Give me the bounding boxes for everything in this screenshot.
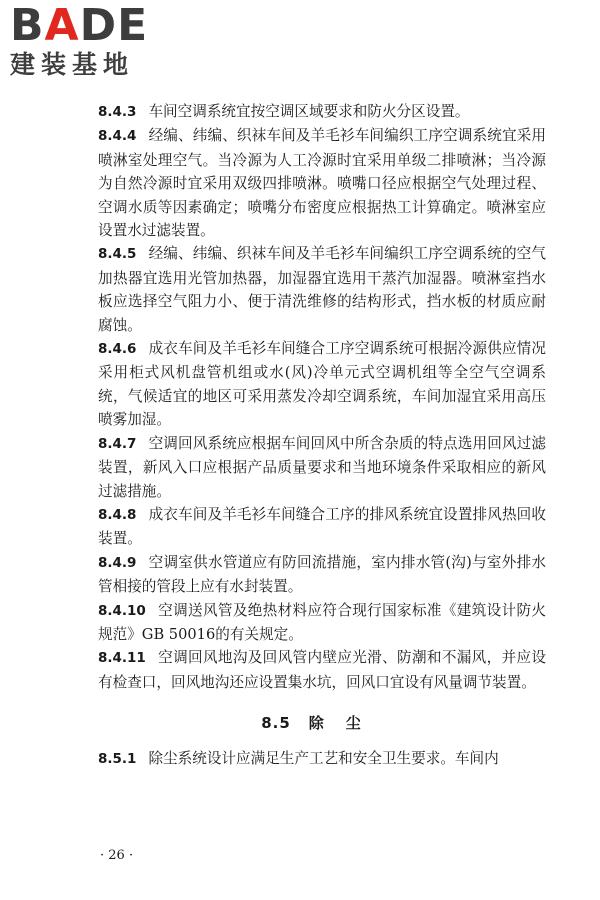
clause-8-4-10: 8.4.10 空调送风管及绝热材料应符合现行国家标准《建筑设计防火规范》GB 50016的有关规定。 [98,601,546,643]
logo-subtitle: 建装基地 [10,50,135,79]
clause-8-4-6: 8.4.6 成衣车间及羊毛衫车间缝合工序空调系统可根据冷源供应情况采用柜式风机盘管机组或水(风)冷单元式空调机组等全空气空调系统，气候适宜的地区可采用蒸发冷却空调系统，车间加湿宜采用高压喷雾加湿。 [98,340,546,429]
clause-8-4-7: 8.4.7 空调回风系统应根据车间回风中所含杂质的特点选用回风过滤装置，新风入口应根据产品质量要求和当地环境条件采取相应的新风过滤措施。 [98,434,546,500]
section-heading: 8.5 除尘 [261,714,383,733]
clause-8-4-11: 8.4.11 空调回风地沟及回风管内壁应光滑、防潮和不漏风，并应设有检查口，回风地沟还应设置集水坑，回风口宜设有风量调节装置。 [98,649,546,691]
logo-wordmark: BADE [10,0,149,51]
clause-8-4-3: 8.4.3 车间空调系统宜按空调区域要求和防火分区设置。 [98,103,470,120]
document-body [98,100,546,772]
clause-8-4-5: 8.4.5 经编、纬编、织袜车间及羊毛衫车间编织工序空调系统的空气加热器宜选用光管加热器，加湿器宜选用干蒸汽加湿器。喷淋室挡水板应选择空气阻力小、便于清洗维修的结构形式，挡水板的材质应耐腐蚀。 [98,245,546,334]
clause-8-4-9: 8.4.9 空调室供水管道应有防回流措施，室内排水管(沟)与室外排水管相接的管段上应有水封装置。 [98,553,546,596]
clause-8-4-8: 8.4.8 成衣车间及羊毛衫车间缝合工序的排风系统宜设置排风热回收装置。 [98,505,546,548]
logo [10,0,180,80]
clause-8-4-4: 8.4.4 经编、纬编、织袜车间及羊毛衫车间编织工序空调系统宜采用喷淋室处理空气。当冷源为人工冷源时宜采用单级二排喷淋；当冷源为自然冷源时宜采用双级四排喷淋。喷嘴口径应根据空气处理过程、空调水质等因素确定；喷嘴分布密度应根据热工计算确定。喷淋室应设置水过滤装置。 [98,127,546,240]
page-number: · 26 · [100,848,134,863]
clause-8-5-1: 8.5.1 除尘系统设计应满足生产工艺和安全卫生要求。车间内 [98,750,499,768]
